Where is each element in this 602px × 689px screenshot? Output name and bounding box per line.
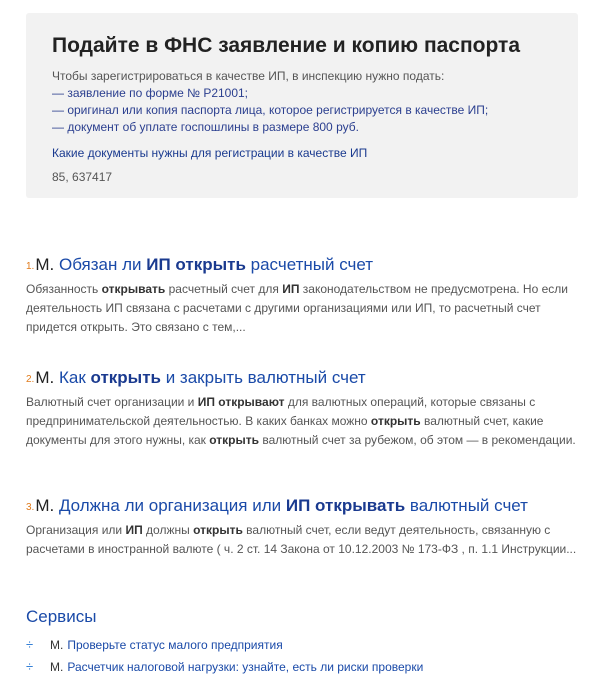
snippet-part: законодательством не предусмотрена. Но если деятельность ИП связана с расчетами с другими организациями или ИП, то расчетный счет придется открыть. Это связано с тем,... (26, 282, 568, 334)
documents-link[interactable]: Какие документы нужны для регистрации в качестве ИП (52, 146, 368, 160)
calculator-icon: ÷ (26, 659, 34, 674)
card-item-passport: — оригинал или копия паспорта лица, которое регистрируется в качестве ИП; (52, 103, 489, 117)
snippet-part: валютный счет, какие документы для этого нужны, как (26, 414, 544, 447)
title-highlight: ИП открыть (146, 255, 246, 274)
snippet-highlight: ИП открывают (197, 395, 285, 409)
result-title-link[interactable] (59, 368, 366, 387)
search-result (26, 254, 582, 337)
result-snippet (26, 521, 582, 559)
result-title-link[interactable] (59, 255, 373, 274)
result-heading (26, 367, 582, 391)
card-title: Подайте в ФНС заявление и копию паспорта (52, 34, 521, 57)
title-highlight: открыть (90, 368, 161, 387)
calculator-icon: ÷ (26, 637, 34, 652)
result-number: 3. (26, 502, 35, 513)
result-heading (26, 495, 582, 519)
result-prefix: М. (35, 255, 55, 274)
result-prefix: М. (35, 496, 55, 515)
service-item (26, 634, 582, 656)
result-snippet (26, 393, 582, 450)
service-prefix: М. (50, 638, 64, 652)
snippet-part: валютный счет за рубежом, об этом — в рекомендации. (259, 433, 576, 447)
service-link-tax-burden[interactable]: Расчетчик налоговой нагрузки: узнайте, есть ли риски проверки (67, 660, 424, 674)
snippet-part: расчетный счет для (165, 282, 283, 296)
snippet-highlight: ИП (125, 523, 143, 537)
snippet-part: должны (142, 523, 194, 537)
title-part: Должна ли организация или (58, 496, 286, 515)
info-card (26, 13, 578, 198)
card-item-fee: — документ об уплате госпошлины в размере 800 руб. (52, 120, 359, 134)
service-item (26, 656, 582, 678)
snippet-highlight: открыть (209, 433, 260, 447)
result-snippet (26, 280, 582, 337)
snippet-part: Обязанность (26, 282, 102, 296)
search-result (26, 495, 582, 559)
title-highlight: ИП открывать (285, 496, 406, 515)
snippet-part: для валютных операций, которые связаны с предпринимательской деятельностью. В каких банках можно (26, 395, 536, 428)
title-part: и закрыть валютный счет (160, 368, 366, 387)
service-link-small-business-status[interactable]: Проверьте статус малого предприятия (67, 638, 283, 652)
result-title-link[interactable] (59, 496, 528, 515)
services-section (26, 606, 582, 678)
title-part: валютный счет (405, 496, 528, 515)
snippet-highlight: открыть (193, 523, 243, 537)
card-numbers: 85, 637417 (52, 170, 113, 184)
result-number: 1. (26, 261, 35, 272)
title-part: Обязан ли (58, 255, 147, 274)
result-heading (26, 254, 582, 278)
snippet-highlight: открыть (370, 414, 421, 428)
title-part: расчетный счет (245, 255, 374, 274)
services-title: Сервисы (26, 607, 97, 626)
card-item-form: — заявление по форме № Р21001; (52, 86, 249, 100)
snippet-part: Организация или (26, 523, 126, 537)
result-prefix: М. (35, 368, 55, 387)
title-part: Как (58, 368, 91, 387)
snippet-part: Валютный счет организации и (26, 395, 198, 409)
snippet-part: валютный счет, если ведут деятельность, связанную с расчетами в иностранной валюте ( ч. 2 ст. 14 Закона от 10.12.2003 № 173-ФЗ , п. 1.1 Инструкции... (26, 523, 577, 556)
search-result (26, 367, 582, 450)
result-number: 2. (26, 374, 35, 385)
service-prefix: М. (50, 660, 64, 674)
snippet-highlight: открывать (101, 282, 166, 296)
card-intro: Чтобы зарегистрироваться в качестве ИП, в инспекцию нужно подать: (52, 69, 445, 83)
snippet-highlight: ИП (282, 282, 300, 296)
